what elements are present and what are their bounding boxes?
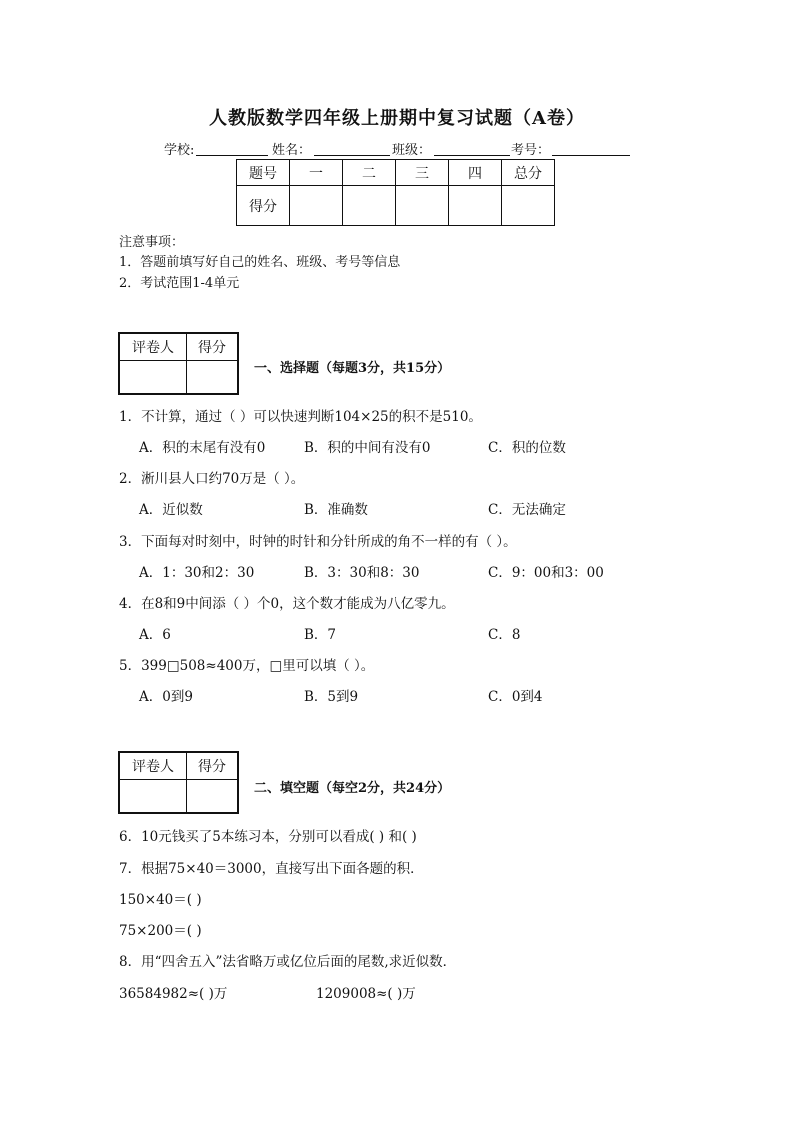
- option[interactable]: B．积的中间有没有0: [304, 440, 431, 456]
- option[interactable]: A．近似数: [139, 502, 203, 518]
- exam-no-blank: [552, 141, 630, 156]
- approx-answer: 36584982≈( )万: [119, 986, 228, 1002]
- option[interactable]: C．无法确定: [488, 502, 566, 518]
- section-title: 一、选择题（每题3分，共15分）: [254, 361, 451, 376]
- page-title: 人教版数学四年级上册期中复习试题（A卷）: [209, 108, 585, 129]
- name-label: 姓名：: [272, 143, 312, 158]
- grader-box: [118, 332, 239, 395]
- option[interactable]: C．8: [488, 627, 521, 643]
- option[interactable]: B．3：30和8：30: [304, 565, 420, 581]
- option[interactable]: C．9：00和3：00: [488, 565, 604, 581]
- option[interactable]: C．0到4: [488, 689, 543, 705]
- question-text: 4．在8和9中间添（ ）个0，这个数才能成为八亿零九。: [119, 596, 455, 612]
- name-blank: [314, 141, 390, 156]
- notes-item: 2．考试范围1-4单元: [119, 276, 240, 291]
- class-label: 班级：: [392, 143, 432, 158]
- option[interactable]: C．积的位数: [488, 440, 566, 456]
- question-text: 6．10元钱买了5本练习本，分别可以看成( ) 和( ): [119, 829, 417, 845]
- question-text: 150×40＝( ): [119, 892, 202, 908]
- score-header-cell: 三: [396, 160, 449, 186]
- question-text: 7．根据75×40＝3000，直接写出下面各题的积．: [119, 861, 424, 877]
- section-title: 二、填空题（每空2分，共24分）: [254, 781, 451, 796]
- score-cell[interactable]: [449, 186, 502, 226]
- question-text: 75×200＝( ): [119, 923, 202, 939]
- score-cell[interactable]: [502, 186, 555, 226]
- grader-score-cell[interactable]: [187, 779, 239, 813]
- grader-reviewer-label: 评卷人: [119, 752, 187, 779]
- score-header-cell: 题号: [237, 160, 290, 186]
- score-header-cell: 四: [449, 160, 502, 186]
- option[interactable]: B．7: [304, 627, 337, 643]
- notes-heading: 注意事项：: [119, 235, 185, 250]
- grader-reviewer-label: 评卷人: [119, 333, 187, 360]
- class-blank: [434, 141, 510, 156]
- option[interactable]: A．6: [139, 627, 171, 643]
- option[interactable]: A．积的末尾有没有0: [139, 440, 266, 456]
- score-header-cell: 一: [290, 160, 343, 186]
- notes-item: 1．答题前填写好自己的姓名、班级、考号等信息: [119, 255, 401, 270]
- school-blank: [196, 141, 268, 156]
- score-row-label: 得分: [237, 186, 290, 226]
- question-text: 3．下面每对时刻中，时钟的时针和分针所成的角不一样的有（ ）。: [119, 534, 517, 550]
- question-text: 1．不计算，通过（ ）可以快速判断104×25的积不是510。: [119, 409, 482, 425]
- option[interactable]: A．0到9: [139, 689, 193, 705]
- approx-answer: 1209008≈( )万: [316, 986, 416, 1002]
- grader-score-label: 得分: [187, 333, 239, 360]
- option[interactable]: A．1：30和2：30: [139, 565, 255, 581]
- school-label: 学校:: [164, 143, 195, 158]
- score-cell[interactable]: [290, 186, 343, 226]
- score-table: [236, 159, 555, 226]
- score-header-cell: 二: [343, 160, 396, 186]
- question-text: 8．用“四舍五入”法省略万或亿位后面的尾数,求近似数．: [119, 954, 457, 970]
- score-cell[interactable]: [396, 186, 449, 226]
- question-text: 5．399□508≈400万，□里可以填（ ）。: [119, 658, 375, 674]
- question-text: 2．淅川县人口约70万是（ ）。: [119, 471, 305, 487]
- option[interactable]: B．准确数: [304, 502, 368, 518]
- grader-reviewer-cell[interactable]: [119, 779, 187, 813]
- exam-no-label: 考号：: [511, 143, 551, 158]
- grader-box: [118, 751, 239, 814]
- score-cell[interactable]: [343, 186, 396, 226]
- grader-reviewer-cell[interactable]: [119, 360, 187, 394]
- grader-score-cell[interactable]: [187, 360, 239, 394]
- option[interactable]: B．5到9: [304, 689, 359, 705]
- grader-score-label: 得分: [187, 752, 239, 779]
- score-header-cell: 总分: [502, 160, 555, 186]
